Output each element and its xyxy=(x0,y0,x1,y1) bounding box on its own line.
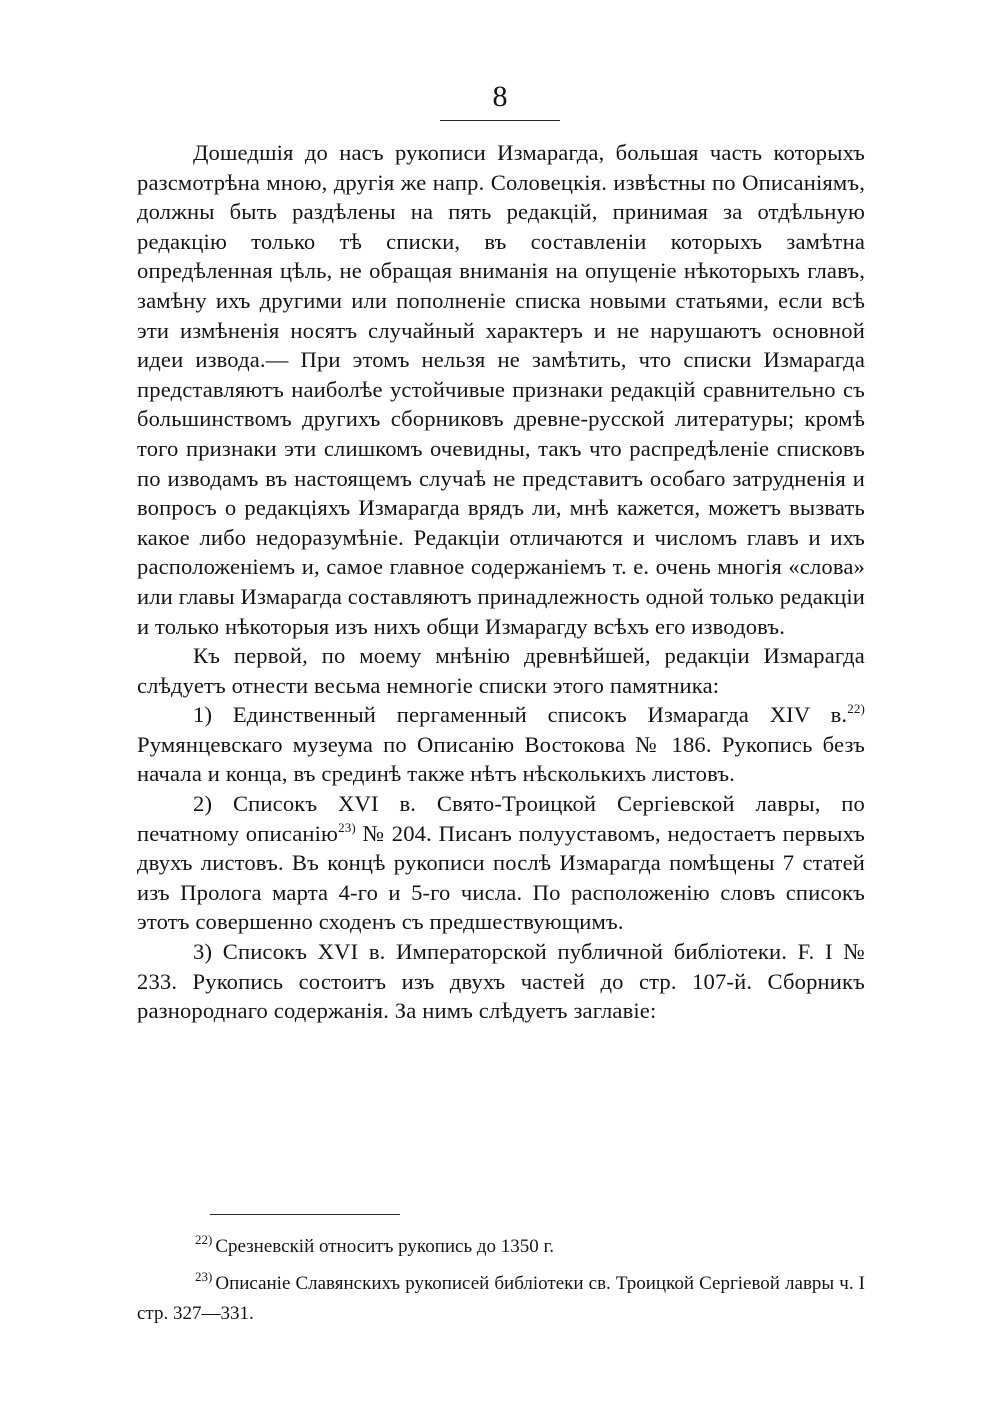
footnote-mark-23: 23) xyxy=(195,1269,213,1284)
item-2-text-start: 2) Списокъ XVI в. Свято-Троицкой Сергіевской лавры, по печатному описанію xyxy=(137,791,865,846)
footnote-mark-22: 22) xyxy=(195,1232,213,1247)
footnote-23-text: Описаніе Славянскихъ рукописей библіотеки св. Троицкой Сергіевой лавры ч. I стр. 327—331. xyxy=(137,1273,865,1324)
footnote-ref-23[interactable]: 23) xyxy=(338,819,356,835)
paragraph-item-1 xyxy=(137,700,865,789)
paragraph-item-2 xyxy=(137,789,865,937)
body-text xyxy=(137,138,865,1026)
footnote-ref-22[interactable]: 22) xyxy=(847,701,865,717)
footnote-23 xyxy=(137,1262,865,1329)
footnote-22 xyxy=(137,1225,865,1262)
paragraph-item-3: 3) Списокъ XVI в. Императорской публичной библіотеки. F. I № 233. Рукопись состоитъ изъ двухъ частей до стр. 107-й. Сборникъ разнороднаго содержанія. За нимъ слѣдуетъ заглавіе: xyxy=(137,939,865,1024)
footnote-rule xyxy=(210,1214,400,1215)
footnotes xyxy=(137,1225,865,1329)
page-number: 8 xyxy=(492,80,508,113)
item-1-text-end: Румянцевскаго музеума по Описанію Востокова № 186. Рукопись безъ начала и конца, въ срединѣ также нѣтъ нѣсколькихъ листовъ. xyxy=(137,731,865,787)
footnote-22-text: Срезневскій относитъ рукопись до 1350 г. xyxy=(215,1236,554,1257)
item-1-text-start: 1) Единственный пергаменный списокъ Измарагда XIV в. xyxy=(193,702,848,728)
paragraph-first-redaction: Къ первой, по моему мнѣнію древнѣйшей, редакціи Измарагда слѣдуетъ отнести весьма немногіе списки этого памятника: xyxy=(137,643,865,698)
header-rule xyxy=(440,120,560,121)
paragraph-intro: Дошедшія до насъ рукописи Измарагда, большая часть которыхъ разсмотрѣна мною, другія же напр. Соловецкія. извѣстны по Описаніямъ, должны быть раздѣлены на пять редакцій, принимая за отдѣльную редакцію только тѣ списки, въ составленіи которыхъ замѣтна опредѣленная цѣль, не обращая вниманія на опущеніе нѣкоторыхъ главъ, замѣну ихъ другими или пополненіе списка новыми статьями, если всѣ эти измѣненія носятъ случайный характеръ и не нарушаютъ основной идеи извода.— При этомъ нельзя не замѣтить, что списки Измарагда представляютъ наиболѣе устойчивые признаки редакцій сравнительно съ большинствомъ другихъ сборниковъ древне-русской литературы; кромѣ того признаки эти слишкомъ очевидны, такъ что распредѣленіе списковъ по изводамъ въ настоящемъ случаѣ не представитъ особаго затрудненія и вопросъ о редакціяхъ Измарагда врядъ ли, мнѣ кажется, можетъ вызвать какое либо недоразумѣніе. Редакціи отличаются и числомъ главъ и ихъ расположеніемъ и, самое главное содержаніемъ т. е. очень многія «слова» или главы Измарагда составляютъ принадлежность одной только редакціи и только нѣкоторыя изъ нихъ общи Измарагду всѣхъ его изводовъ. xyxy=(137,140,865,639)
item-2-text-end: № 204. Писанъ полууставомъ, недостаетъ первыхъ двухъ листовъ. Въ концѣ рукописи послѣ Измарагда помѣщены 7 статей изъ Пролога марта 4-го и 5-го числа. По расположенію словъ списокъ этотъ совершенно сходенъ съ предшествующимъ. xyxy=(137,820,866,935)
